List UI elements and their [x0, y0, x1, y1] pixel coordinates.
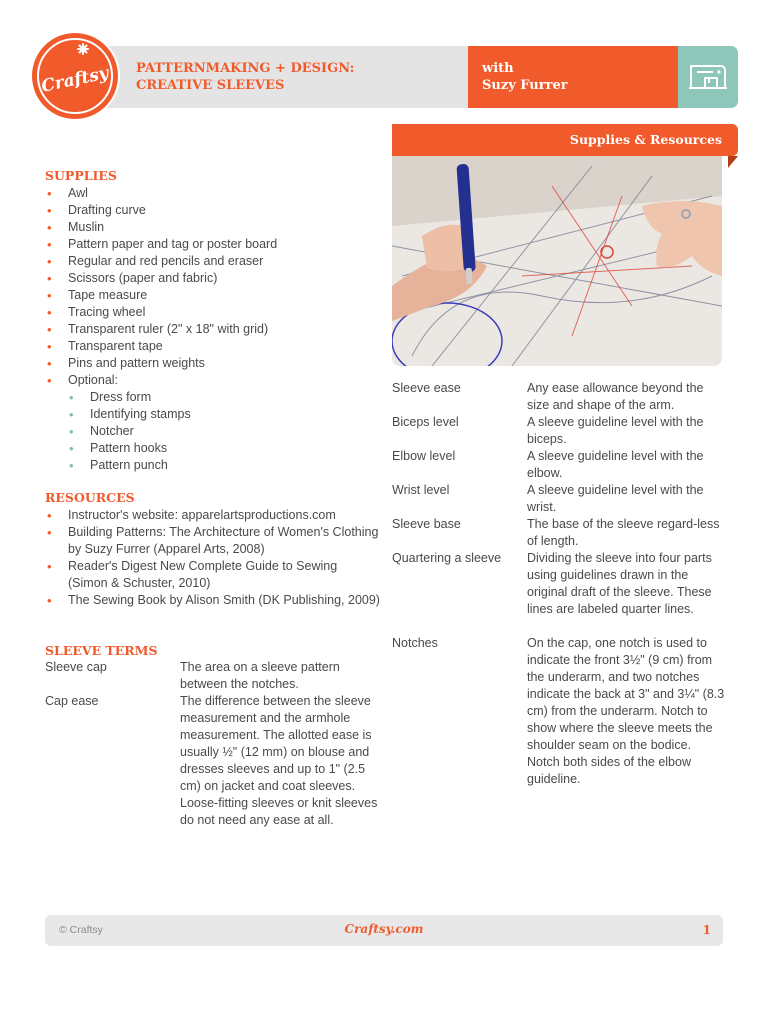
list-item: • Pins and pattern weights	[45, 355, 277, 372]
list-item: • Transparent ruler (2" x 18" with grid)	[45, 321, 277, 338]
list-item: • Building Patterns: The Architecture of Women's Clothing by Suzy Furrer (Apparel Arts, 2008)	[45, 524, 380, 558]
sewing-machine-icon	[685, 58, 731, 96]
term-definition: The difference between the sleeve measurement and the armhole measurement. The allotted ease is usually ½" (12 mm) on blouse and dresses sleeves and up to 1" (2.5 cm) on jacket and coat sleeves. Loose-fitting sleeves or knit sleeves do not need any ease at all.	[180, 694, 378, 827]
sleeve-terms-heading: SLEEVE TERMS	[45, 643, 158, 658]
list-item: • Tape measure	[45, 287, 277, 304]
drafting-photo	[392, 156, 722, 366]
term-definition: Any ease allowance beyond the size and shape of the arm.	[527, 381, 704, 412]
logo-wordmark: Craftsy	[39, 63, 111, 97]
copyright: © Craftsy	[59, 924, 103, 936]
class-title-line1: PATTERNMAKING + DESIGN:	[136, 61, 355, 76]
list-item: • Reader's Digest New Complete Guide to Sewing (Simon & Schuster, 2010)	[45, 558, 380, 592]
page-footer	[45, 915, 723, 946]
resources-list	[45, 507, 380, 609]
sub-list-item: • Pattern punch	[45, 457, 277, 474]
sub-list-item: • Pattern hooks	[45, 440, 277, 457]
section-ribbon	[392, 124, 738, 156]
term-name: Cap ease	[45, 694, 99, 708]
term-definition: A sleeve guideline level with the biceps.	[527, 415, 704, 446]
term-definition: A sleeve guideline level with the wrist.	[527, 483, 704, 514]
class-title-line2: CREATIVE SLEEVES	[136, 78, 285, 93]
term-name: Sleeve cap	[45, 660, 107, 674]
supplies-list	[45, 185, 277, 474]
ribbon-label: Supplies & Resources	[569, 132, 722, 147]
term-name: Sleeve ease	[392, 381, 461, 395]
sub-list-item: • Identifying stamps	[45, 406, 277, 423]
term-definition: Dividing the sleeve into four parts using guidelines drawn in the original draft of the sleeve. These lines are labeled quarter lines.	[527, 551, 712, 616]
page-number: 1	[702, 923, 711, 937]
list-item: • Scissors (paper and fabric)	[45, 270, 277, 287]
term-definition: On the cap, one notch is used to indicate the front 3½" (9 cm) from the underarm, and two notches indicate the back at 3" and 3¼" (8.3 cm) from the underarm. Notch to show where the sleeve meets the shoulder seam on the bodice. Notch both sides of the elbow guideline.	[527, 636, 725, 786]
list-item: • Muslin	[45, 219, 277, 236]
term-name: Notches	[392, 636, 438, 650]
ribbon-fold	[728, 156, 738, 168]
category-badge	[678, 46, 738, 108]
term-name: Elbow level	[392, 449, 456, 463]
term-name: Biceps level	[392, 415, 459, 429]
sub-list-item: • Dress form	[45, 389, 277, 406]
instructor-name: Suzy Furrer	[482, 78, 568, 93]
with-label: with	[482, 61, 514, 76]
term-definition: A sleeve guideline level with the elbow.	[527, 449, 704, 480]
list-item: • Pattern paper and tag or poster board	[45, 236, 277, 253]
list-item: • Instructor's website: apparelartsproductions.com	[45, 507, 380, 524]
list-item: • The Sewing Book by Alison Smith (DK Publishing, 2009)	[45, 592, 380, 609]
term-name: Wrist level	[392, 483, 450, 497]
instructor-credit	[482, 60, 568, 94]
term-name: Quartering a sleeve	[392, 551, 502, 565]
list-item: • Awl	[45, 185, 277, 202]
craftsy-logo	[29, 30, 121, 122]
resources-heading: RESOURCES	[45, 490, 135, 505]
class-title	[136, 60, 354, 94]
list-item: • Tracing wheel	[45, 304, 277, 321]
list-item: • Optional:	[45, 372, 277, 389]
sub-list-item: • Notcher	[45, 423, 277, 440]
list-item: • Transparent tape	[45, 338, 277, 355]
term-definition: The area on a sleeve pattern between the notches.	[180, 660, 340, 691]
list-item: • Drafting curve	[45, 202, 277, 219]
term-definition: The base of the sleeve regard-less of length.	[527, 517, 720, 548]
supplies-heading: SUPPLIES	[45, 168, 117, 183]
term-name: Sleeve base	[392, 517, 461, 531]
list-item: • Regular and red pencils and eraser	[45, 253, 277, 270]
site-link[interactable]: Craftsy.com	[344, 922, 424, 936]
